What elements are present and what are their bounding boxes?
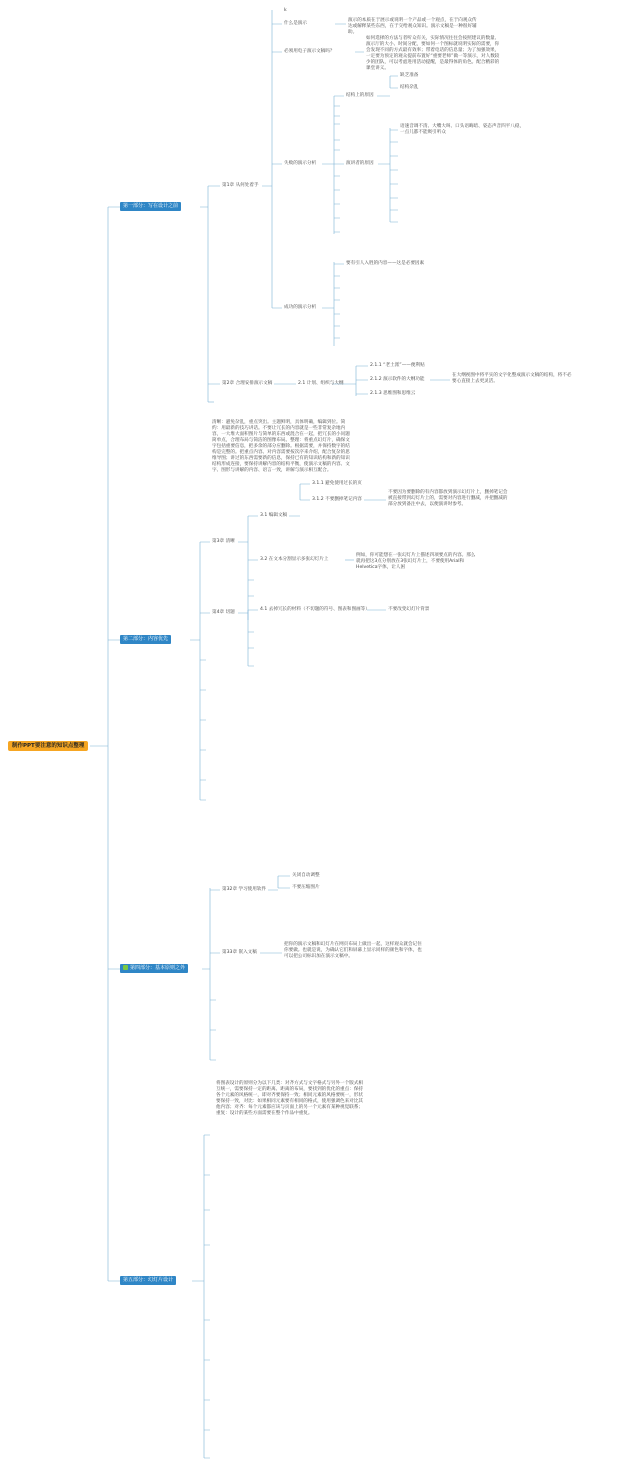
node-s41-desc[interactable]: 不要改变幻灯片背景: [388, 607, 430, 612]
node-s41[interactable]: 4.1 去掉冗长的材料（不切题的符号、图表和图画等）: [260, 607, 370, 612]
node-why-ppt-desc[interactable]: 如何选择的方法与者听众有关，实际情况往往会按照建议的数量、演示厅的大小、时间分配，要如何一个图标就说明实际的需要，你会发现不同的方式最有效率；带着电话的信息量；为了加强效果，一定要为预定的观众提前布置好“重要老师”做一等演示，对人数较少的团队，可以考虑进用活动提醒，是最得体的角色。配合精彩的课堂讲义。: [366, 36, 500, 71]
node-ch2[interactable]: 第2章 合理安排演示文稿: [222, 381, 273, 386]
node-clarity-intro[interactable]: 清晰：避免杂乱，重点突出。主题鲜明，具体明确，编辑到位。简约：用最新的技巧讲话。不要让冗长的内容就是一些非常复杂地内容，一大堆大面积图片与简单的东西或混合在一起，把冗长的小问题简单点，合理布局与简洁的图像布局。整理：将重点幻灯片，确保文字包括重要信息，把多余的部分应删除。根据需要，并保持数字的结构是完整的。把重点内容、对内容需要按次序来介绍，配合复杂的思维导图；讲过的东西需要新的信息，保持已有的知识结构和新的知识结构形成连接，要保持讲解内容的结构平衡，使演示文稿的内容、文字、图形与讲解的内容、语言一致，讲解与演示相互配合。: [212, 420, 350, 473]
node-ch1[interactable]: 第1章 从何处着手: [222, 183, 259, 188]
node-struct-cause[interactable]: 结构上的原因: [346, 93, 374, 98]
node-ch33[interactable]: 第33章 嵌入文稿: [222, 950, 257, 955]
node-lack-prep[interactable]: 缺乏准备: [400, 73, 419, 78]
node-plan[interactable]: 2.1 计划、组织与大纲: [298, 381, 344, 386]
section-4-label: 第四部分：基本原则之外: [130, 965, 186, 971]
node-s213[interactable]: 2.1.3 思维图和思维云: [370, 391, 416, 396]
node-presenter-desc[interactable]: 语速音调不清、大嘴大叫、口头语晦暗、姿态声音四平八稳，一点儿都不能吸引听众: [400, 124, 525, 135]
node-k[interactable]: k: [284, 8, 287, 13]
node-success-desc[interactable]: 要有引人入胜的内容——这是必要因素: [346, 261, 425, 266]
node-ch32[interactable]: 第32章 学习使用软件: [222, 887, 267, 892]
check-icon: [123, 965, 128, 970]
node-what-is-desc[interactable]: 演示的本质在于展示或说明一个产品或一个观点，在于向观众传达或解释某些东西，在于交给观众知识。演示文稿是一种很好辅助。: [348, 18, 477, 35]
node-design-intro[interactable]: 将图表设计的原则分为以下几类：对齐方式与文字格式与另外一个版式相互统一，需要保持一定的距离、距离的布局，要找到的优化的重点：保持各个元素的风格统一，即对齐要保持一致；相同元素的风格要统一，形状要保持一致，对比：如果相同元素要有相同的格式，使用强调色来对比其他内容；对齐：每个元素都应该与页面上的另一个元素有某种视觉联系；重复：设计的某些方面需要在整个作品中重复。: [216, 1081, 364, 1116]
node-s32-desc[interactable]: 例如，你可能想在一张幻灯片上描述四项要点的内容。那么就再把这3点分别放在3张幻灯片上，不要使用Arial和Helvetica字体，让人困: [356, 553, 476, 570]
node-s311[interactable]: 3.1.1 避免使用过长的页: [312, 481, 362, 486]
node-ch33-desc[interactable]: 把你的演示文稿和幻灯片在网页布局上做出一起，这样观众就会记住你要做。也就是说，为确认它们和屏幕上显示同样的颜色和字体，也可以把公司标识加在演示文稿中。: [284, 942, 422, 959]
section-1-node[interactable]: [120, 202, 181, 211]
node-s212-desc[interactable]: 在大纲视图中将平实的文字化整成演示文稿的结构，将不必要心直接上去更灵活。: [452, 373, 572, 384]
node-why-ppt[interactable]: 必须用电子演示文稿吗？: [284, 49, 335, 54]
node-presenter-cause[interactable]: 演讲者的原因: [346, 161, 374, 166]
section-2-label: 第二部分：内容优先: [123, 636, 169, 642]
node-what-is[interactable]: 什么是演示: [284, 21, 307, 26]
node-ch3[interactable]: 第3章 清晰: [212, 539, 235, 544]
node-ch4[interactable]: 第4章 切题: [212, 610, 235, 615]
node-anim[interactable]: 关闭自动调整: [292, 873, 320, 878]
node-compress[interactable]: 不要压缩图片: [292, 885, 320, 890]
node-loose-struct[interactable]: 结构杂乱: [400, 85, 419, 90]
section-2-node[interactable]: [120, 635, 171, 644]
node-s31[interactable]: 3.1 编辑文稿: [260, 513, 288, 518]
root-topic[interactable]: 制作PPT要注意的知识点整理: [8, 741, 88, 751]
section-5-node[interactable]: [120, 1276, 176, 1285]
section-1-label: 第一部分：写在设计之前: [123, 203, 179, 209]
section-4-node[interactable]: [120, 964, 188, 973]
node-s312-desc[interactable]: 不要因为要删除的有内容都放到演示幻灯片上，删掉笔记会被直接带到幻灯片上的，需要对内容进行删减，并把删减的部分放到备注中去，以便演讲时参考。: [388, 490, 508, 507]
node-s211[interactable]: 2.1.1 “老土派”——便利贴: [370, 363, 425, 368]
node-s32[interactable]: 3.2 在文本分割显示多张幻灯片上: [260, 557, 329, 562]
node-s212[interactable]: 2.1.2 演示软件的大纲功能: [370, 377, 425, 382]
node-success-analysis[interactable]: 成功的演示分析: [284, 305, 317, 310]
section-5-label: 第五部分：幻灯片设计: [123, 1277, 174, 1283]
node-failed-analysis[interactable]: 失败的演示分析: [284, 161, 317, 166]
node-s312[interactable]: 3.1.2 不要删掉笔记内容: [312, 497, 362, 502]
